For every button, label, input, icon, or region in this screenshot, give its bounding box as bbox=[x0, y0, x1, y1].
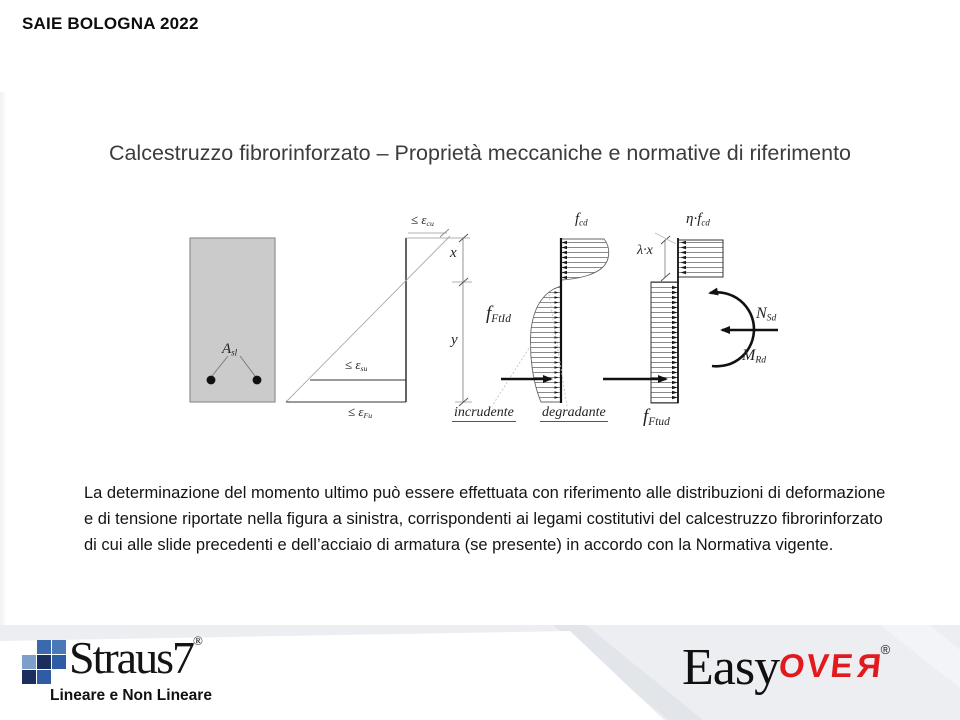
straus7-wordmark: Straus7® bbox=[69, 632, 203, 683]
straus7-logo bbox=[22, 632, 322, 707]
label-lambda-x: λ·x bbox=[637, 243, 653, 258]
label-x: x bbox=[450, 245, 457, 261]
label-asl: $A_{sl}$ bbox=[222, 341, 238, 358]
label-incrudente: incrudente bbox=[454, 405, 514, 420]
label-mrd: $M_{Rd}$ bbox=[742, 347, 766, 366]
slide-title: Calcestruzzo fibrorinforzato – Proprietà meccaniche e normative di riferimento bbox=[108, 141, 852, 165]
strain-diagram bbox=[286, 229, 472, 406]
straus7-square bbox=[22, 655, 36, 669]
label-eps-fu: ≤ $\varepsilon_{Fu}$ bbox=[348, 404, 373, 421]
cross-section bbox=[190, 238, 275, 402]
straus7-squares-icon bbox=[22, 640, 68, 686]
label-degradante: degradante bbox=[542, 405, 606, 420]
straus7-tagline: Lineare e Non Lineare bbox=[50, 687, 212, 704]
label-y: y bbox=[451, 332, 458, 348]
straus7-square bbox=[37, 640, 51, 654]
easyover-easy-text: Easy bbox=[682, 639, 780, 696]
label-fcd: $f_{cd}$ bbox=[575, 211, 588, 228]
label-nsd: $N_{Sd}$ bbox=[756, 305, 777, 324]
label-eps-su: ≤ $\varepsilon_{su}$ bbox=[345, 357, 368, 374]
straus7-square bbox=[22, 670, 36, 684]
straus7-square bbox=[52, 640, 66, 654]
label-fftid: $f_{FtId}$ bbox=[486, 303, 511, 326]
label-fftud: $f_{Ftud}$ bbox=[643, 406, 670, 429]
body-paragraph: La determinazione del momento ultimo può essere effettuata con riferimento alle distribuzioni di deformazione e di tensione riportate nella figura a sinistra, corrispondenti ai legami costitutivi del calcestruzzo fibrorinforzato di cui alle slide precedenti e dell’acciaio di armatura (se presente) in accordo con la Normativa vigente. bbox=[84, 484, 886, 554]
easyover-over-text: OVER bbox=[777, 647, 883, 684]
label-eps-cu: ≤ $\varepsilon_{cu}$ bbox=[411, 212, 434, 229]
registered-mark: ® bbox=[880, 642, 891, 657]
label-eta-fcd: $\eta\cdot f_{cd}$ bbox=[686, 211, 710, 228]
straus7-square bbox=[52, 655, 66, 669]
registered-mark: ® bbox=[193, 633, 203, 648]
straus7-square bbox=[37, 670, 51, 684]
stress-block-diagram bbox=[603, 233, 778, 403]
easyover-logo bbox=[682, 638, 890, 708]
slide-header: SAIE BOLOGNA 2022 bbox=[22, 14, 199, 33]
straus7-square bbox=[37, 655, 51, 669]
